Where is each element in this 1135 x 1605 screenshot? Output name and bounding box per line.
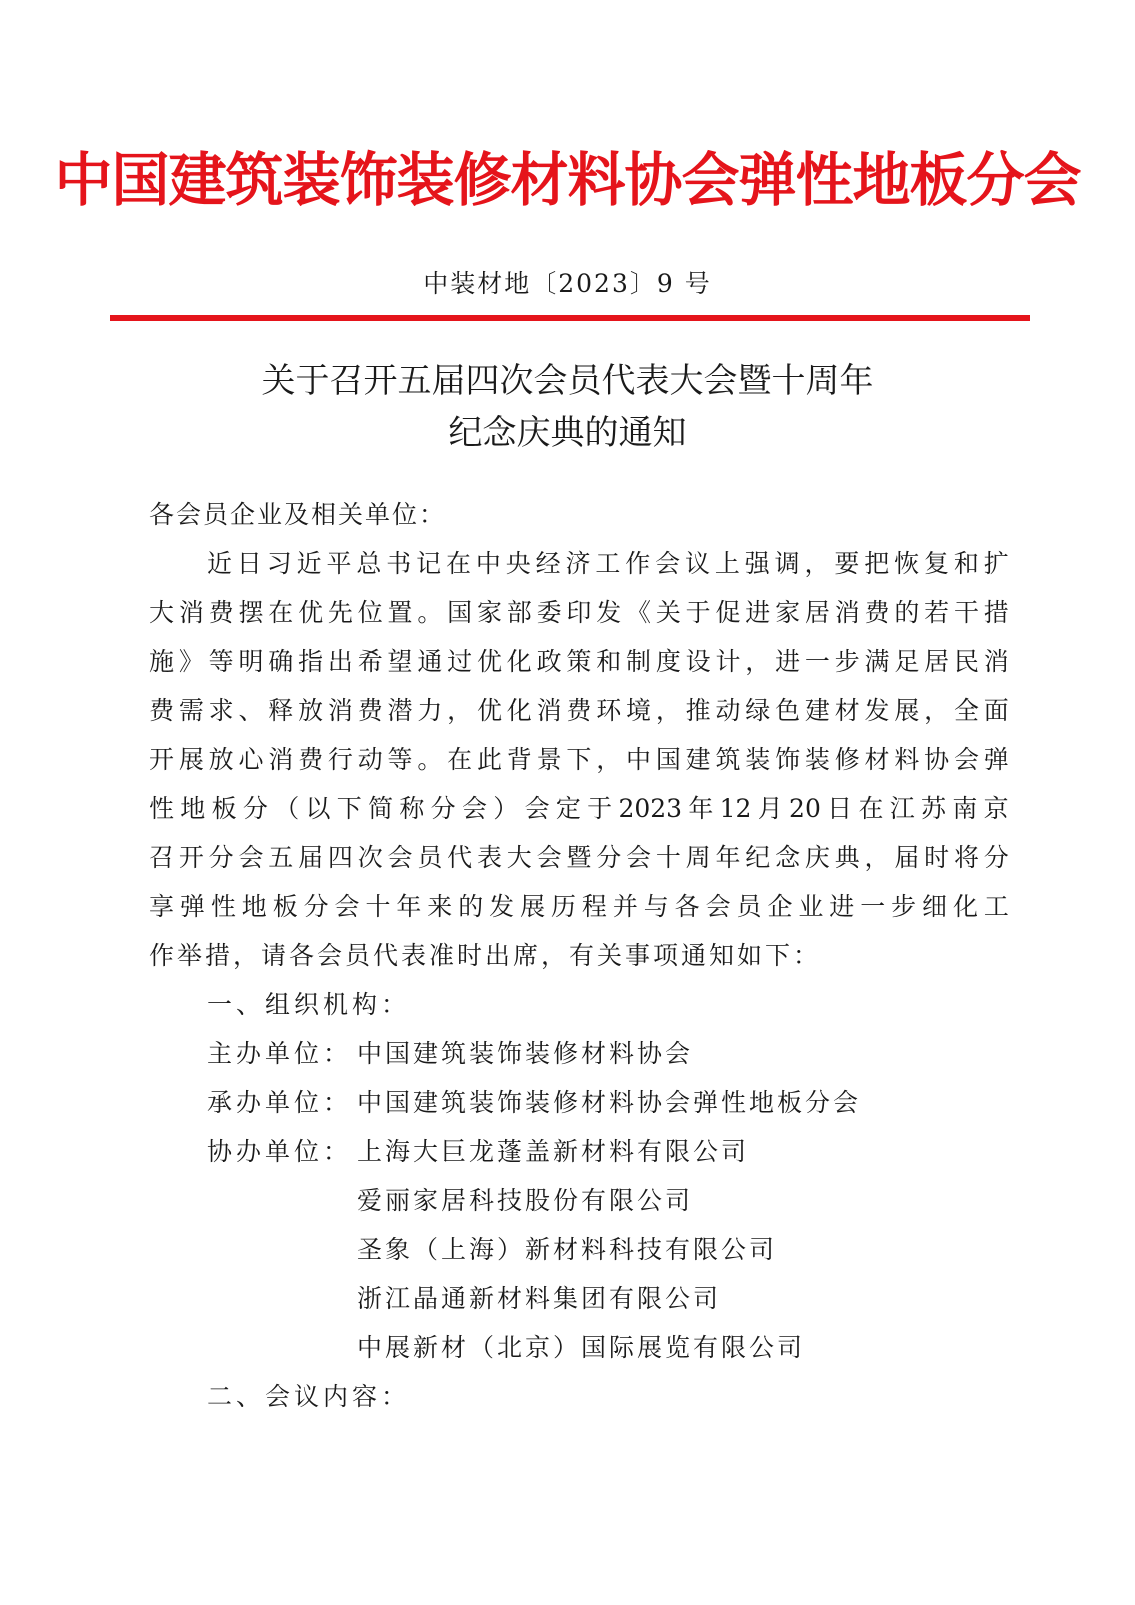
notice-body — [149, 490, 1009, 1421]
paragraph-glyph: 景 — [536, 745, 562, 774]
paragraph-glyph: 员 — [736, 892, 762, 921]
paragraph-glyph: 分 — [430, 794, 456, 823]
paragraph-glyph: 一 — [860, 892, 886, 921]
paragraph-glyph: ， — [924, 696, 950, 725]
paragraph-glyph: 十 — [365, 892, 391, 921]
paragraph-glyph: 建 — [685, 745, 711, 774]
paragraph-glyph: 并 — [612, 892, 638, 921]
organizer-row — [149, 1078, 1009, 1127]
paragraph-glyph: 费 — [298, 745, 324, 774]
paragraph-glyph: 环 — [596, 696, 622, 725]
paragraph-line — [149, 588, 1009, 637]
paragraph-glyph: 装 — [804, 745, 830, 774]
paragraph-glyph: 化 — [952, 892, 978, 921]
paragraph-glyph: 扩 — [983, 549, 1009, 578]
paragraph-glyph: 2023 — [618, 794, 683, 823]
paragraph-glyph: 足 — [894, 647, 920, 676]
paragraph-glyph: 先 — [327, 598, 353, 627]
paragraph-glyph: ， — [745, 647, 771, 676]
paragraph-glyph: 上 — [714, 549, 740, 578]
paragraph-glyph: 要 — [834, 549, 860, 578]
paragraph-line — [149, 686, 1009, 735]
paragraph-glyph: 位 — [357, 598, 383, 627]
paragraph-glyph: 企 — [767, 892, 793, 921]
paragraph-glyph: 释 — [268, 696, 294, 725]
paragraph-glyph: 步 — [834, 647, 860, 676]
paragraph-glyph: 记 — [416, 549, 442, 578]
paragraph-glyph: 性 — [149, 794, 175, 823]
paragraph-glyph: 年 — [396, 892, 422, 921]
paragraph-glyph: 需 — [178, 696, 204, 725]
paragraph-glyph: 板 — [272, 892, 298, 921]
paragraph-glyph: 议 — [685, 549, 711, 578]
paragraph-glyph: 国 — [447, 598, 473, 627]
paragraph-glyph: 复 — [924, 549, 950, 578]
paragraph-glyph: 材 — [864, 745, 890, 774]
paragraph-glyph: 家 — [476, 598, 502, 627]
paragraph-glyph: 分 — [983, 843, 1009, 872]
paragraph-glyph: 民 — [953, 647, 979, 676]
paragraph-glyph: 庆 — [804, 843, 830, 872]
paragraph-glyph: 。 — [417, 598, 443, 627]
paragraph-glyph: 放 — [208, 745, 234, 774]
paragraph-glyph: 员 — [417, 843, 443, 872]
paragraph-glyph: 设 — [685, 647, 711, 676]
paragraph-glyph: 纪 — [745, 843, 771, 872]
paragraph-glyph: 程 — [581, 892, 607, 921]
paragraph-glyph: 京 — [983, 794, 1009, 823]
paragraph-glyph: 苏 — [921, 794, 947, 823]
paragraph-glyph: 进 — [745, 598, 771, 627]
paragraph-glyph: 业 — [798, 892, 824, 921]
paragraph-glyph: 暨 — [566, 843, 592, 872]
paragraph-glyph: 的 — [894, 598, 920, 627]
co-organizer-item: 浙江晶通新材料集团有限公司 — [357, 1284, 722, 1313]
organizer-value: 中国建筑装饰装修材料协会弹性地板分会 — [357, 1088, 862, 1117]
paragraph-glyph: 近 — [296, 549, 322, 578]
paragraph-glyph: 工 — [983, 892, 1009, 921]
paragraph-glyph: 将 — [953, 843, 979, 872]
paragraph-glyph: 等 — [208, 647, 234, 676]
paragraph-glyph: ） — [493, 794, 519, 823]
paragraph-glyph: 央 — [505, 549, 531, 578]
paragraph-glyph: 一 — [804, 647, 830, 676]
paragraph-glyph: 化 — [506, 647, 532, 676]
paragraph-glyph: 日 — [827, 794, 853, 823]
paragraph-glyph: 居 — [804, 598, 830, 627]
paragraph-glyph: 消 — [834, 598, 860, 627]
paragraph-glyph: 印 — [566, 598, 592, 627]
paragraph-glyph: 弹 — [983, 745, 1009, 774]
paragraph-glyph: ， — [804, 549, 830, 578]
paragraph-glyph: 通 — [417, 647, 443, 676]
section-heading-organization: 一、组织机构： — [207, 990, 411, 1019]
paragraph-glyph: 费 — [208, 598, 234, 627]
paragraph-glyph: 若 — [924, 598, 950, 627]
paragraph-glyph: 优 — [476, 696, 502, 725]
paragraph-glyph: 料 — [894, 745, 920, 774]
paragraph-glyph: 消 — [268, 745, 294, 774]
paragraph-glyph: 分 — [242, 794, 268, 823]
co-organizer-item: 爱丽家居科技股份有限公司 — [357, 1186, 694, 1215]
paragraph-glyph: ， — [596, 745, 622, 774]
paragraph-glyph: 开 — [149, 745, 175, 774]
paragraph-glyph: 政 — [536, 647, 562, 676]
red-divider-line — [110, 315, 1030, 321]
paragraph-glyph: 把 — [864, 549, 890, 578]
paragraph-glyph: 历 — [550, 892, 576, 921]
paragraph-glyph: 行 — [327, 745, 353, 774]
notice-title-line-1: 关于召开五届四次会员代表大会暨十周年 — [261, 361, 874, 401]
paragraph-glyph: 的 — [458, 892, 484, 921]
paragraph-glyph: 消 — [178, 598, 204, 627]
paragraph-glyph: 召 — [149, 843, 175, 872]
paragraph-glyph: （ — [274, 794, 300, 823]
paragraph-glyph: 总 — [356, 549, 382, 578]
paragraph-glyph: 念 — [775, 843, 801, 872]
paragraph-glyph: 》 — [178, 647, 204, 676]
paragraph-glyph: 届 — [894, 843, 920, 872]
paragraph-glyph: 干 — [953, 598, 979, 627]
paragraph-glyph: 月 — [757, 794, 783, 823]
paragraph-glyph: 在 — [268, 598, 294, 627]
document-number: 中装材地〔2023〕9 号 — [423, 269, 712, 298]
paragraph-glyph: 周 — [685, 843, 711, 872]
paragraph-glyph: 制 — [626, 647, 652, 676]
paragraph-glyph: 表 — [476, 843, 502, 872]
paragraph-glyph: 发 — [489, 892, 515, 921]
co-organizer-value: 上海大巨龙蓬盖新材料有限公司 — [357, 1137, 750, 1166]
paragraph-glyph: 会 — [387, 843, 413, 872]
paragraph-glyph: 会 — [705, 892, 731, 921]
paragraph-glyph: 修 — [834, 745, 860, 774]
paragraph-glyph: 分 — [208, 843, 234, 872]
paragraph-glyph: ， — [655, 696, 681, 725]
paragraph-glyph: 代 — [447, 843, 473, 872]
paragraph-glyph: 费 — [357, 696, 383, 725]
host-label: 主办单位： — [207, 1039, 353, 1068]
paragraph-glyph: 进 — [775, 647, 801, 676]
paragraph-glyph: 居 — [924, 647, 950, 676]
paragraph-glyph: 简 — [368, 794, 394, 823]
paragraph-glyph: 置 — [387, 598, 413, 627]
paragraph-glyph: 力 — [417, 696, 443, 725]
paragraph-glyph: 届 — [298, 843, 324, 872]
paragraph-glyph: 动 — [715, 696, 741, 725]
paragraph-glyph: 四 — [327, 843, 353, 872]
paragraph-glyph: 、 — [238, 696, 264, 725]
paragraph-glyph: 强 — [744, 549, 770, 578]
section-heading-meeting-content: 二、会议内容： — [207, 1382, 411, 1411]
organizer-label: 承办单位： — [207, 1088, 353, 1117]
paragraph-glyph: 调 — [774, 549, 800, 578]
paragraph-glyph: 习 — [266, 549, 292, 578]
paragraph-glyph: 中 — [626, 745, 652, 774]
paragraph-glyph: 动 — [357, 745, 383, 774]
paragraph-glyph: 在 — [447, 745, 473, 774]
paragraph-glyph: 放 — [298, 696, 324, 725]
paragraph-glyph: 会 — [953, 745, 979, 774]
paragraph-glyph: 分 — [596, 843, 622, 872]
paragraph-glyph: 协 — [924, 745, 950, 774]
paragraph-glyph: 委 — [536, 598, 562, 627]
paragraph-glyph: 与 — [643, 892, 669, 921]
paragraph-glyph: 平 — [326, 549, 352, 578]
paragraph-glyph: 会 — [655, 549, 681, 578]
paragraph-glyph: 板 — [211, 794, 237, 823]
paragraph-glyph: 进 — [829, 892, 855, 921]
paragraph-glyph: 《 — [626, 598, 652, 627]
paragraph-glyph: 大 — [149, 598, 175, 627]
paragraph-glyph: 书 — [386, 549, 412, 578]
paragraph-glyph: 日 — [236, 549, 262, 578]
paragraph-glyph: 建 — [804, 696, 830, 725]
paragraph-glyph: 性 — [210, 892, 236, 921]
paragraph-glyph: 时 — [924, 843, 950, 872]
paragraph-glyph: 和 — [953, 549, 979, 578]
paragraph-glyph: 十 — [655, 843, 681, 872]
paragraph-glyph: 展 — [178, 745, 204, 774]
paragraph-glyph: 江 — [889, 794, 915, 823]
paragraph-line — [149, 784, 1009, 833]
paragraph-glyph: 发 — [596, 598, 622, 627]
paragraph-glyph: 定 — [555, 794, 581, 823]
host-value: 中国建筑装饰装修材料协会 — [357, 1039, 694, 1068]
paragraph-line — [149, 539, 1009, 588]
paragraph-glyph: 步 — [891, 892, 917, 921]
paragraph-glyph: 此 — [476, 745, 502, 774]
paragraph-glyph: 各 — [674, 892, 700, 921]
paragraph-glyph: 分 — [303, 892, 329, 921]
paragraph-glyph: 措 — [983, 598, 1009, 627]
paragraph-glyph: 部 — [506, 598, 532, 627]
paragraph-glyph: 次 — [357, 843, 383, 872]
paragraph-line — [149, 735, 1009, 784]
paragraph-glyph: 在 — [446, 549, 472, 578]
paragraph-glyph: 国 — [655, 745, 681, 774]
paragraph-glyph: 在 — [858, 794, 884, 823]
paragraph-glyph: 求 — [208, 696, 234, 725]
paragraph-glyph: 施 — [149, 647, 175, 676]
paragraph-glyph: 心 — [238, 745, 264, 774]
paragraph-glyph: 消 — [536, 696, 562, 725]
paragraph-glyph: 典 — [834, 843, 860, 872]
paragraph-glyph: 指 — [298, 647, 324, 676]
paragraph-glyph: 背 — [506, 745, 532, 774]
paragraph-glyph: 度 — [655, 647, 681, 676]
paragraph-glyph: 年 — [715, 843, 741, 872]
paragraph-glyph: 南 — [952, 794, 978, 823]
paragraph-glyph: 会 — [461, 794, 487, 823]
paragraph-glyph: 关 — [655, 598, 681, 627]
paragraph-glyph: 装 — [745, 745, 771, 774]
paragraph-glyph: 会 — [626, 843, 652, 872]
host-row — [149, 1029, 1009, 1078]
paragraph-line — [149, 637, 1009, 686]
org-header-title: 中国建筑装饰装修材料协会弹性地板分会 — [54, 146, 1081, 214]
paragraph-glyph: 展 — [520, 892, 546, 921]
paragraph-glyph: 等 — [387, 745, 413, 774]
notice-title-line-2: 纪念庆典的通知 — [448, 413, 687, 453]
paragraph-glyph: 满 — [864, 647, 890, 676]
paragraph-glyph: 会 — [524, 794, 550, 823]
paragraph-line: 作举措，请各会员代表准时出席，有关事项通知如下： — [149, 941, 822, 970]
paragraph-glyph: 弹 — [179, 892, 205, 921]
paragraph-line — [149, 882, 1009, 931]
paragraph-glyph: 家 — [775, 598, 801, 627]
paragraph-glyph: 费 — [864, 598, 890, 627]
paragraph-glyph: 作 — [625, 549, 651, 578]
paragraph-glyph: 望 — [387, 647, 413, 676]
paragraph-glyph: 境 — [626, 696, 652, 725]
paragraph-glyph: 优 — [298, 598, 324, 627]
salutation: 各会员企业及相关单位： — [149, 500, 447, 529]
paragraph-glyph: 近 — [207, 549, 233, 578]
paragraph-glyph: 会 — [238, 843, 264, 872]
co-organizer-item: 中展新材（北京）国际展览有限公司 — [357, 1333, 806, 1362]
paragraph-glyph: 色 — [775, 696, 801, 725]
paragraph-glyph: 恢 — [894, 549, 920, 578]
paragraph-glyph: 消 — [327, 696, 353, 725]
paragraph-glyph: 明 — [238, 647, 264, 676]
paragraph-glyph: 会 — [536, 843, 562, 872]
paragraph-glyph: 费 — [149, 696, 175, 725]
paragraph-glyph: 发 — [864, 696, 890, 725]
paragraph-glyph: 摆 — [238, 598, 264, 627]
paragraph-glyph: 于 — [587, 794, 613, 823]
paragraph-glyph: 经 — [535, 549, 561, 578]
co-organizer-label: 协办单位： — [207, 1137, 353, 1166]
paragraph-glyph: 地 — [241, 892, 267, 921]
paragraph-glyph: 开 — [178, 843, 204, 872]
paragraph-glyph: 优 — [476, 647, 502, 676]
paragraph-glyph: 筑 — [715, 745, 741, 774]
paragraph-glyph: 年 — [688, 794, 714, 823]
paragraph-glyph: 材 — [834, 696, 860, 725]
paragraph-glyph: 化 — [506, 696, 532, 725]
paragraph-glyph: 过 — [447, 647, 473, 676]
paragraph-glyph: 展 — [894, 696, 920, 725]
paragraph-glyph: 策 — [566, 647, 592, 676]
paragraph-glyph: 下 — [336, 794, 362, 823]
paragraph-glyph: 面 — [983, 696, 1009, 725]
paragraph-glyph: 绿 — [745, 696, 771, 725]
paragraph-glyph: 饰 — [775, 745, 801, 774]
paragraph-glyph: 推 — [685, 696, 711, 725]
paragraph-glyph: 出 — [327, 647, 353, 676]
paragraph-glyph: 会 — [334, 892, 360, 921]
paragraph-glyph: 和 — [596, 647, 622, 676]
paragraph-glyph: 大 — [506, 843, 532, 872]
paragraph-glyph: 地 — [180, 794, 206, 823]
paragraph-glyph: 20 — [789, 794, 821, 823]
paragraph-glyph: 12 — [719, 794, 752, 823]
paragraph-glyph: 消 — [983, 647, 1009, 676]
paragraph-glyph: 计 — [715, 647, 741, 676]
paragraph-glyph: ， — [864, 843, 890, 872]
paragraph-glyph: 享 — [149, 892, 175, 921]
paragraph-glyph: 希 — [357, 647, 383, 676]
paragraph-glyph: 费 — [566, 696, 592, 725]
paragraph-glyph: 下 — [566, 745, 592, 774]
paragraph-glyph: 细 — [922, 892, 948, 921]
paragraph-glyph: 。 — [417, 745, 443, 774]
paragraph-glyph: 确 — [268, 647, 294, 676]
paragraph-glyph: 于 — [685, 598, 711, 627]
notice-title — [0, 355, 1135, 459]
paragraph-glyph: 济 — [565, 549, 591, 578]
paragraph-glyph: ， — [447, 696, 473, 725]
paragraph-line — [149, 833, 1009, 882]
co-organizer-row — [149, 1127, 1009, 1176]
paragraph-glyph: 来 — [427, 892, 453, 921]
paragraph-glyph: 潜 — [387, 696, 413, 725]
paragraph-glyph: 促 — [715, 598, 741, 627]
paragraph-glyph: 称 — [399, 794, 425, 823]
paragraph-glyph: 工 — [595, 549, 621, 578]
paragraph-glyph: 全 — [953, 696, 979, 725]
paragraph-glyph: 中 — [475, 549, 501, 578]
co-organizer-item: 圣象（上海）新材料科技有限公司 — [357, 1235, 778, 1264]
paragraph-glyph: 以 — [305, 794, 331, 823]
paragraph-glyph: 五 — [268, 843, 294, 872]
